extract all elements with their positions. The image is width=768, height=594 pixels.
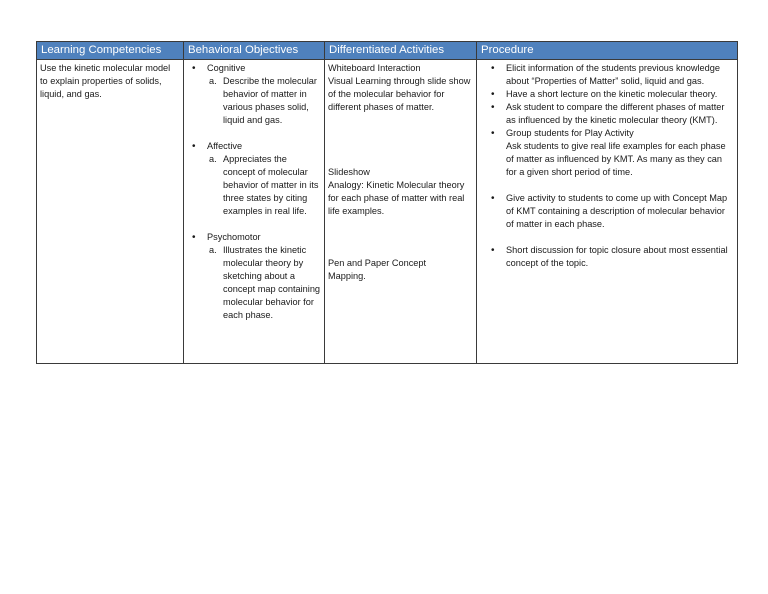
procedure-group-title: • Group students for Play Activity [506, 128, 634, 138]
objective-domain: Cognitive [207, 63, 246, 73]
header-learning-competencies: Learning Competencies [37, 42, 184, 60]
procedure-group-detail: Ask students to give real life examples for each phase of matter as influenced by KMT. As many as they can for a given short period of time. [506, 141, 726, 177]
objective-text: Appreciates the concept of molecular behavior of matter in its three states by citing examples in real life. [223, 154, 319, 216]
procedure-cell [477, 60, 738, 364]
objectives-cell [184, 60, 325, 364]
objective-psychomotor [207, 231, 321, 322]
objective-domain: Affective [207, 141, 243, 151]
activity-text: Analogy: Kinetic Molecular theory for each phase of matter with real life examples. [328, 180, 465, 216]
procedure-item [506, 127, 734, 179]
objective-affective [207, 140, 321, 218]
procedure-item: • Have a short lecture on the kinetic molecular theory. [506, 88, 734, 101]
objective-marker: a. [209, 245, 217, 255]
header-behavioral-objectives: Behavioral Objectives [184, 42, 325, 60]
procedure-item: • Ask student to compare the different phases of matter as influenced by the kinetic molecular theory (KMT). [506, 101, 734, 127]
activity-title: Slideshow [328, 167, 370, 177]
activities-cell [325, 60, 477, 364]
activity-whiteboard [328, 62, 473, 114]
header-procedure: Procedure [477, 42, 738, 60]
content-row [37, 60, 738, 364]
competency-cell [37, 60, 184, 364]
objective-domain: Psychomotor [207, 232, 261, 242]
objective-text: Describe the molecular behavior of matter in various phases solid, liquid and gas. [223, 76, 317, 125]
objective-marker: a. [209, 154, 217, 164]
objective-item [209, 244, 321, 322]
activity-concept-mapping [328, 257, 473, 283]
procedure-item: • Give activity to students to come up with Concept Map of KMT containing a description of molecular behavior of matter in each phase. [506, 192, 734, 231]
competency-text: Use the kinetic molecular model to explain properties of solids, liquid, and gas. [40, 63, 171, 99]
procedure-item: • Short discussion for topic closure about most essential concept of the topic. [506, 244, 734, 270]
lesson-plan-table [36, 41, 738, 364]
procedure-item: • Elicit information of the students previous knowledge about “Properties of Matter” solid, liquid and gas. [506, 62, 734, 88]
objective-item [209, 153, 321, 218]
objective-text: Illustrates the kinetic molecular theory by sketching about a concept map containing molecular behavior for each phase. [223, 245, 321, 320]
header-differentiated-activities: Differentiated Activities [325, 42, 477, 60]
header-row [37, 42, 738, 60]
objective-cognitive [207, 62, 321, 127]
activity-slideshow [328, 166, 473, 218]
activity-text: Visual Learning through slide show of the molecular behavior for different phases of matter. [328, 76, 471, 112]
activity-title: Pen and Paper Concept Mapping. [328, 258, 427, 281]
objective-item [209, 75, 321, 127]
activity-title: Whiteboard Interaction [328, 63, 421, 73]
objective-marker: a. [209, 76, 217, 86]
